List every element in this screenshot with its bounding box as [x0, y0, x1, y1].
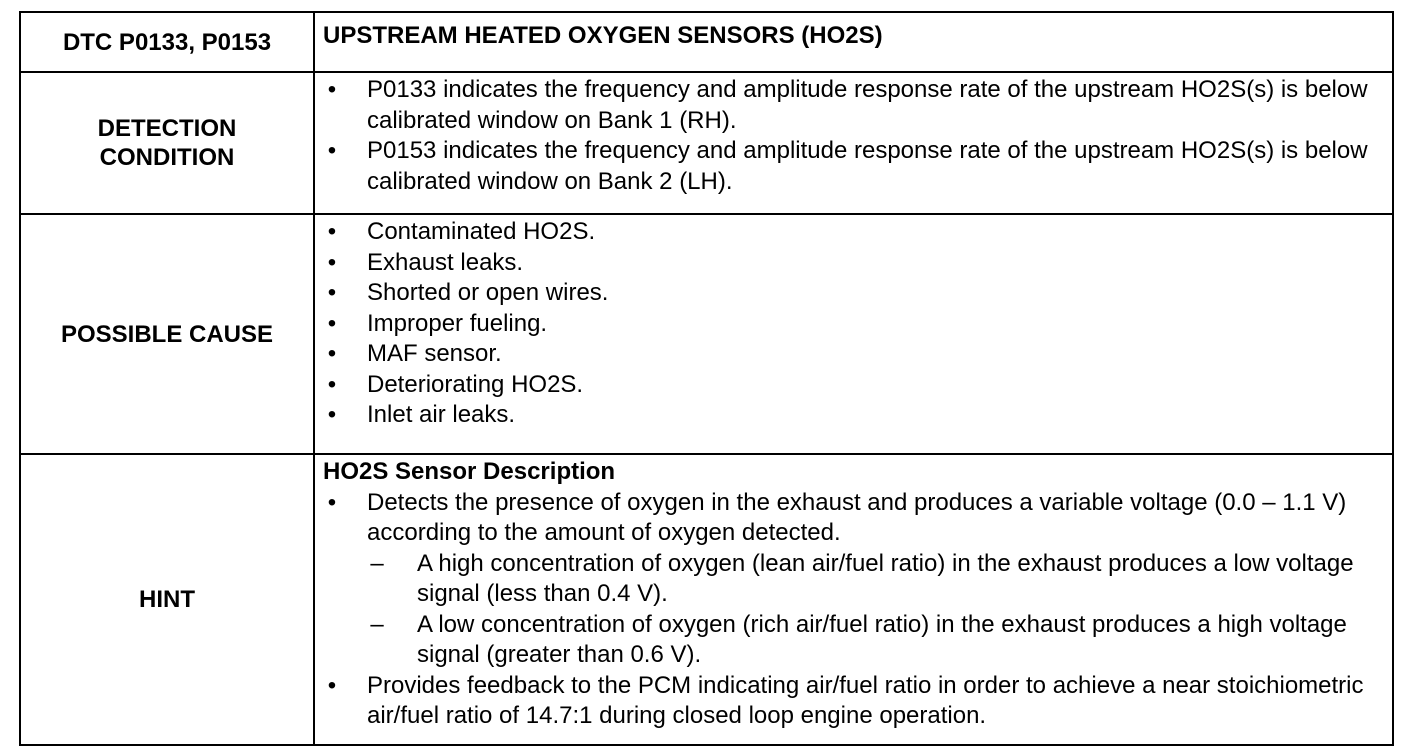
list-item [323, 75, 1384, 136]
hint-heading: HO2S Sensor Description [323, 458, 616, 485]
list-item-text: Deteriorating HO2S. [367, 370, 584, 398]
dtc-code: DTC P0133, P0153 [20, 12, 314, 72]
bullet-icon: • [327, 401, 337, 428]
bullet-icon: • [327, 671, 337, 699]
detection-label-line1: DETECTION [97, 115, 237, 142]
list-item-text: Detects the presence of oxygen in the exhaust and produces a variable voltage (0.0 – 1.1 V) according to the amount of oxygen detected. [367, 488, 1347, 546]
header-row [20, 12, 1393, 72]
detection-content [314, 72, 1393, 214]
bullet-icon: • [327, 137, 337, 164]
list-item-text: Provides feedback to the PCM indicating air/fuel ratio in order to achieve a near stoichiometric air/fuel ratio of 14.7:1 during closed loop engine operation. [367, 671, 1364, 729]
detection-label [20, 72, 314, 214]
hint-content [314, 454, 1393, 745]
list-item-text: Contaminated HO2S. [367, 218, 596, 245]
possible-cause-list [323, 217, 1384, 431]
sub-list-item [367, 610, 1384, 671]
sub-list-item-text: A low concentration of oxygen (rich air/fuel ratio) in the exhaust produces a high voltage signal (greater than 0.6 V). [417, 610, 1347, 668]
list-item [323, 136, 1384, 197]
detection-row [20, 72, 1393, 214]
list-item [323, 309, 1384, 340]
list-item [323, 488, 1384, 671]
hint-row [20, 454, 1393, 745]
bullet-icon: • [327, 370, 337, 398]
hint-label: HINT [20, 454, 314, 745]
possible-cause-row [20, 214, 1393, 454]
list-item [323, 217, 1384, 248]
list-item [323, 278, 1384, 309]
hint-sub-list [367, 549, 1384, 671]
list-item-text: MAF sensor. [367, 340, 502, 367]
sub-list-item [367, 549, 1384, 610]
bullet-icon: • [327, 248, 337, 276]
detection-list [323, 75, 1384, 197]
bullet-icon: • [327, 488, 337, 516]
dtc-title: UPSTREAM HEATED OXYGEN SENSORS (HO2S) [314, 12, 1393, 72]
list-item-text: Inlet air leaks. [367, 401, 516, 428]
bullet-icon: • [327, 218, 337, 245]
list-item-text: Exhaust leaks. [367, 248, 524, 276]
bullet-icon: • [327, 309, 337, 337]
detection-label-line2: CONDITION [99, 144, 235, 171]
bullet-icon: • [327, 279, 337, 306]
hint-list [323, 488, 1384, 732]
bullet-icon: • [327, 76, 337, 103]
bullet-icon: • [327, 340, 337, 367]
list-item [323, 339, 1384, 370]
list-item-text: Improper fueling. [367, 309, 548, 337]
dtc-document [19, 11, 1392, 729]
dash-icon: – [370, 610, 384, 638]
possible-cause-content [314, 214, 1393, 454]
list-item [323, 370, 1384, 401]
list-item-text: Shorted or open wires. [367, 279, 609, 306]
dtc-table [19, 11, 1394, 746]
list-item [323, 248, 1384, 279]
list-item-text: P0133 indicates the frequency and amplitude response rate of the upstream HO2S(s) is below calibrated window on Bank 1 (RH). [367, 76, 1368, 134]
list-item [323, 671, 1384, 732]
list-item [323, 400, 1384, 431]
sub-list-item-text: A high concentration of oxygen (lean air/fuel ratio) in the exhaust produces a low voltage signal (less than 0.4 V). [417, 549, 1354, 607]
list-item-text: P0153 indicates the frequency and amplitude response rate of the upstream HO2S(s) is below calibrated window on Bank 2 (LH). [367, 137, 1368, 195]
possible-cause-label: POSSIBLE CAUSE [20, 214, 314, 454]
dash-icon: – [370, 549, 384, 577]
